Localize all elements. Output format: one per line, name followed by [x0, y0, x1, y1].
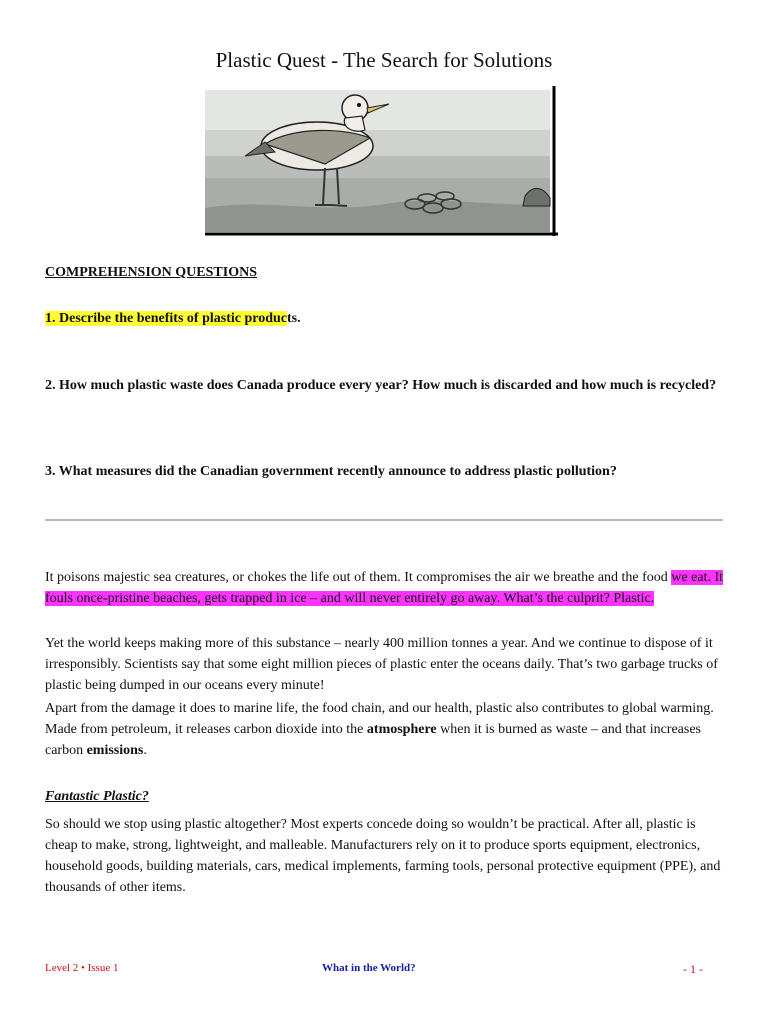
question-3: 3. What measures did the Canadian government recently announce to address plastic pollution? — [45, 464, 617, 479]
page-title: Plastic Quest - The Search for Solutions — [215, 48, 553, 72]
paragraph-3-text-c: . — [143, 743, 147, 758]
paragraph-3-text-b: when it is burned as waste – and that increases carbon — [45, 722, 702, 758]
paragraph-1 — [45, 567, 725, 609]
comprehension-heading: COMPREHENSION QUESTIONS — [45, 265, 257, 280]
question-1-highlighted: 1. Describe the benefits of plastic produc — [45, 311, 287, 326]
paragraph-3 — [45, 698, 725, 761]
paragraph-2: Yet the world keeps making more of this substance – nearly 400 million tonnes a year. And we continue to dispose of it irresponsibly. Scientists say that some eight million pieces of plastic enter the oceans daily. That’s two garbage trucks of plastic being dumped in our oceans every minute! — [45, 636, 718, 693]
question-1-rest: ts. — [287, 311, 301, 326]
term-atmosphere: atmosphere — [366, 722, 437, 737]
section-divider — [45, 519, 723, 521]
paragraph-1-plain: It poisons majestic sea creatures, or chokes the life out of them. It compromises the air we breathe and the food — [45, 570, 672, 585]
footer-level-issue: Level 2 • Issue 1 — [45, 962, 119, 974]
fantastic-plastic-heading: Fantastic Plastic? — [45, 789, 149, 804]
seagull-illustration — [205, 86, 560, 238]
question-1 — [45, 310, 725, 328]
paragraph-4: So should we stop using plastic altogether? Most experts concede doing so wouldn’t be practical. After all, plastic is cheap to make, strong, lightweight, and malleable. Manufacturers rely on it to produce sports equipment, electronics, household goods, building materials, cars, medical implements, farming tools, personal protective equipment (PPE), and thousands of other items. — [45, 817, 721, 895]
question-2: 2. How much plastic waste does Canada produce every year? How much is discarded and how much is recycled? — [45, 378, 717, 393]
footer-page-number: - 1 - — [683, 962, 703, 976]
paragraph-3-text-a: Apart from the damage it does to marine life, the food chain, and our health, plastic also contributes to global warming. Made from petroleum, it releases carbon dioxide into the — [45, 701, 714, 737]
footer-publication: What in the World? — [322, 962, 416, 974]
paragraph-1-highlighted: we eat. It fouls once-pristine beaches, gets trapped in ice – and will never entirely go away. What’s the culprit? Plastic. — [45, 570, 723, 606]
term-emissions: emissions — [86, 743, 144, 758]
